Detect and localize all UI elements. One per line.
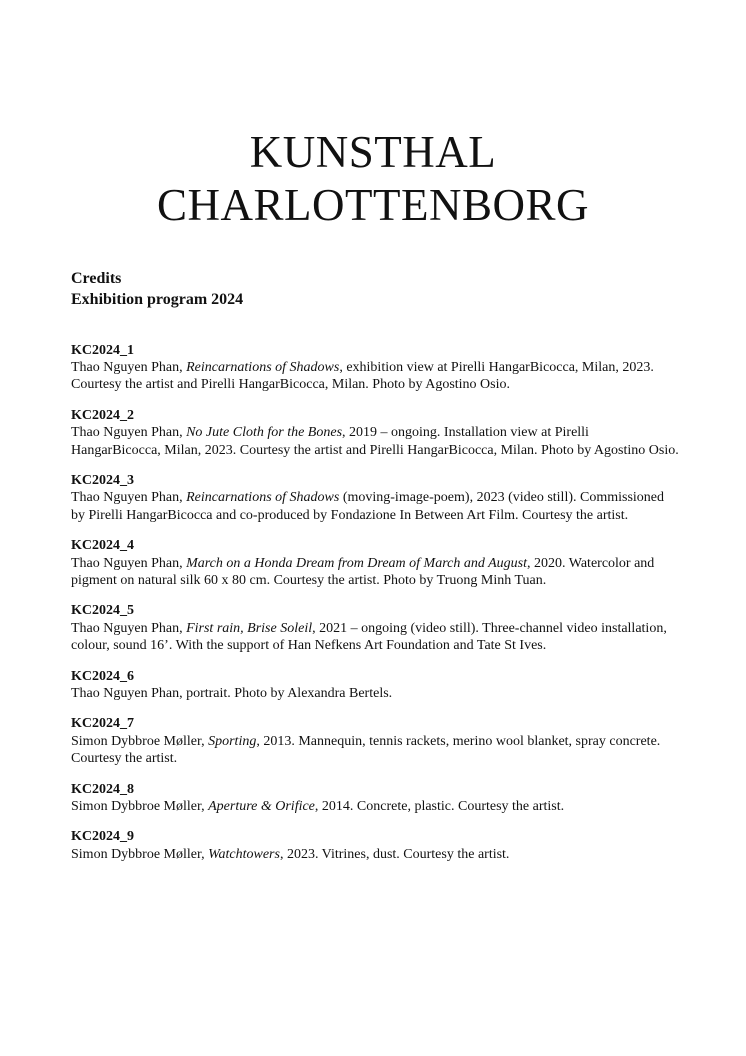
credit-entry: [71, 342, 681, 394]
credit-work-title: No Jute Cloth for the Bones: [186, 425, 343, 441]
credit-id: KC2024_4: [71, 538, 134, 554]
credit-text: [71, 798, 681, 815]
credit-text: [71, 846, 681, 863]
credit-entry: [71, 407, 681, 459]
credit-id: KC2024_2: [71, 408, 134, 424]
credit-details: , 2019 – ongoing. Installation view at Pirelli HangarBicocca, Milan, 2023. Courtesy the artist and Pirelli HangarBicocca, Milan. Photo by Agostino Osio.: [71, 425, 679, 458]
credit-entry: [71, 781, 681, 815]
credit-id: KC2024_8: [71, 781, 134, 797]
credit-details: , 2023. Vitrines, dust. Courtesy the artist.: [279, 846, 510, 862]
credit-id: KC2024_1: [71, 343, 134, 358]
credit-artist: Thao Nguyen Phan,: [71, 425, 187, 441]
credit-entry: [71, 537, 681, 589]
credit-details: , 2014. Concrete, plastic. Courtesy the artist.: [314, 798, 565, 814]
credit-entry: [71, 472, 681, 524]
credit-work-title: March on a Honda Dream from Dream of March and August: [186, 555, 527, 571]
credit-id: KC2024_6: [71, 668, 134, 684]
credit-artist: Thao Nguyen Phan,: [71, 360, 187, 376]
credit-entry: [71, 668, 681, 702]
credit-entry: [71, 602, 681, 654]
credit-details: , 2013. Mannequin, tennis rackets, merino wool blanket, spray concrete. Courtesy the artist.: [71, 733, 661, 766]
credit-entry: [71, 715, 681, 767]
credit-work-title: First rain, Brise Soleil: [186, 620, 313, 636]
credit-artist: Simon Dybbroe Møller,: [71, 733, 209, 749]
credit-work-title: Aperture & Orifice: [208, 798, 315, 814]
section-heading: [71, 268, 243, 310]
masthead-title: [0, 126, 746, 232]
credit-details: , 2020. Watercolor and pigment on natural silk 60 x 80 cm. Courtesy the artist. Photo by Truong Minh Tuan.: [71, 555, 655, 588]
credit-text: [71, 489, 681, 523]
masthead-line-2: CHARLOTTENBORG: [157, 180, 589, 231]
credit-work-title: Reincarnations of Shadows: [186, 490, 340, 506]
credit-id: KC2024_9: [71, 829, 134, 845]
credits-list: [71, 342, 681, 876]
heading-credits: Credits: [71, 270, 122, 287]
credit-artist: Simon Dybbroe Møller,: [71, 798, 209, 814]
credit-artist: Simon Dybbroe Møller,: [71, 846, 209, 862]
credit-id: KC2024_7: [71, 716, 134, 732]
credit-text: [71, 685, 681, 702]
credit-id: KC2024_5: [71, 603, 134, 619]
credit-artist: Thao Nguyen Phan,: [71, 620, 187, 636]
credit-artist: Thao Nguyen Phan, portrait. Photo by Alexandra Bertels.: [71, 685, 393, 701]
credit-text: [71, 424, 681, 458]
credit-details: , exhibition view at Pirelli HangarBicocca, Milan, 2023. Courtesy the artist and Pirelli HangarBicocca, Milan. Photo by Agostino Osio.: [71, 360, 654, 393]
credit-work-title: Reincarnations of Shadows: [186, 360, 340, 376]
heading-exhibition-program: Exhibition program 2024: [71, 291, 244, 308]
credit-work-title: Watchtowers: [208, 846, 280, 862]
masthead-line-1: KUNSTHAL: [249, 127, 497, 178]
credit-id: KC2024_3: [71, 473, 134, 489]
credit-artist: Thao Nguyen Phan,: [71, 490, 187, 506]
credit-text: [71, 733, 681, 767]
credit-work-title: Sporting: [208, 733, 257, 749]
credit-details: (moving-image-poem), 2023 (video still). Commissioned by Pirelli HangarBicocca and co-produced by Fondazione In Between Art Film. Courtesy the artist.: [71, 490, 665, 523]
credit-artist: Thao Nguyen Phan,: [71, 555, 187, 571]
credit-text: [71, 359, 681, 393]
credit-text: [71, 555, 681, 589]
credit-details: , 2021 – ongoing (video still). Three-channel video installation, colour, sound 16’. With the support of Han Nefkens Art Foundation and Tate St Ives.: [71, 620, 667, 653]
credit-entry: [71, 828, 681, 862]
credit-text: [71, 620, 681, 654]
